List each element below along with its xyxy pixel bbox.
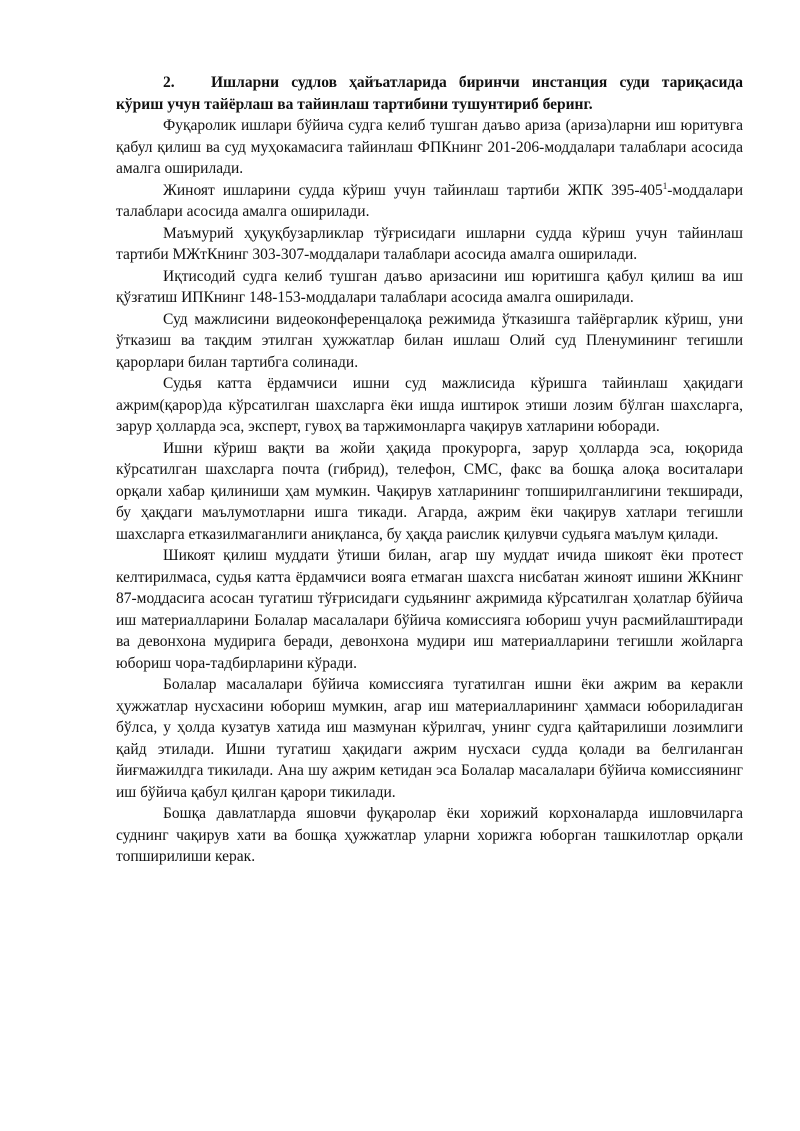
- paragraph-9: Болалар масалалари бўйича комиссияга тугатилган ишни ёки ажрим ва керакли ҳужжатлар нусхасини юбориш мумкин, агар иш материалларининг ҳаммаси юбориладиган бўлса, у ҳолда кузатув хатида иш мазмунан кўрилгач, унинг судга қайтарилиши лозимлиги қайд этилади. Ишни тугатиш ҳақидаги ажрим нусхаси судда қолади ва белгиланган йиғмажилдга тикилади. Ана шу ажрим кетидан эса Болалар масалалари бўйича комиссиянинг иш бўйича қабул қилган қарори тикилади.: [116, 676, 743, 801]
- paragraph-7: Ишни кўриш вақти ва жойи ҳақида прокурорга, зарур ҳолларда эса, юқорида кўрсатилган шахсларга почта (гибрид), телефон, СМС, факс ва бошқа алоқа воситалари орқали хабар қилиниши ҳам мумкин. Чақирув хатларининг топширилганлигини текширади, бу ҳақдаги маълумотларни ишга тикади. Агарда, ажрим ёки чақирув хатлари тегишли шахсларга етказилмаганлиги аниқланса, бу ҳақда раислик қилувчи судьяга маълум қилади.: [116, 439, 743, 543]
- superscript-footnote: 1: [662, 180, 668, 191]
- paragraph-6: Судья катта ёрдамчиси ишни суд мажлисида кўришга тайинлаш ҳақидаги ажрим(қарор)да кўрсатилган шахсларга ёки ишда иштирок этиши лозим бўлган шахсларга, зарур ҳолларда эса, эксперт, гувоҳ ва таржимонларга чақирув хатларини юборади.: [116, 375, 743, 435]
- paragraph-4: Иқтисодий судга келиб тушган даъво аризасини иш юритишга қабул қилиш ва иш қўзғатиш ИПКнинг 148-153-моддалари талаблари асосида амалга оширилади.: [116, 267, 743, 306]
- section-heading: [116, 72, 743, 115]
- paragraph-5: Суд мажлисини видеоконференцалоқа режимида ўтказишга тайёргарлик кўриш, уни ўтказиш ва тақдим этилган ҳужжатлар билан ишлаш Олий суд Пленумининг тегишли қарорлари билан тартибга солинади.: [116, 310, 743, 371]
- paragraph-1: Фуқаролик ишлари бўйича судга келиб тушган даъво ариза (ариза)ларни иш юритувга қабул қилиш ва суд муҳокамасига тайинлаш ФПКнинг 201-206-моддалари талаблари асосида амалга оширилади.: [116, 117, 743, 177]
- section-number: 2.: [163, 74, 175, 91]
- paragraph-10: Бошқа давлатларда яшовчи фуқаролар ёки хорижий корхоналарда ишловчиларга суднинг чақирув хати ва бошқа ҳужжатлар уларни хорижга юборган ташкилотлар орқали топширилиши керак.: [116, 805, 743, 865]
- section-title: Ишларни судлов ҳайъатларида биринчи инстанция суди тариқасида кўриш учун тайёрлаш ва тайинлаш тартибини тушунтириб беринг.: [116, 74, 743, 113]
- paragraph-3: Маъмурий ҳуқуқбузарликлар тўғрисидаги ишларни судда кўриш учун тайинлаш тартиби МЖтКнинг 303-307-моддалари талаблари асосида амалга оширилади.: [116, 224, 743, 263]
- document-page: [116, 72, 743, 868]
- paragraph-8: Шикоят қилиш муддати ўтиши билан, агар шу муддат ичида шикоят ёки протест келтирилмаса, судья катта ёрдамчиси вояга етмаган шахсга нисбатан жиноят ишини ЖКнинг 87-моддасига асосан тугатиш тўғрисидаги судьянинг ажримида кўрсатилган ҳолатлар бўйича иш материалларини Болалар масалалари бўйича комиссияга юбориш учун расмийлаштиради ва девонхона мудирига беради, девонхона мудири иш материалларини тегишли жойларга юбориш чора-тадбирларини кўради.: [116, 547, 743, 672]
- paragraph-2: Жиноят ишларини судда кўриш учун тайинлаш тартиби ЖПК $395-405^1$-моддалари талаблари асосида амалга оширилади.: [116, 180, 743, 220]
